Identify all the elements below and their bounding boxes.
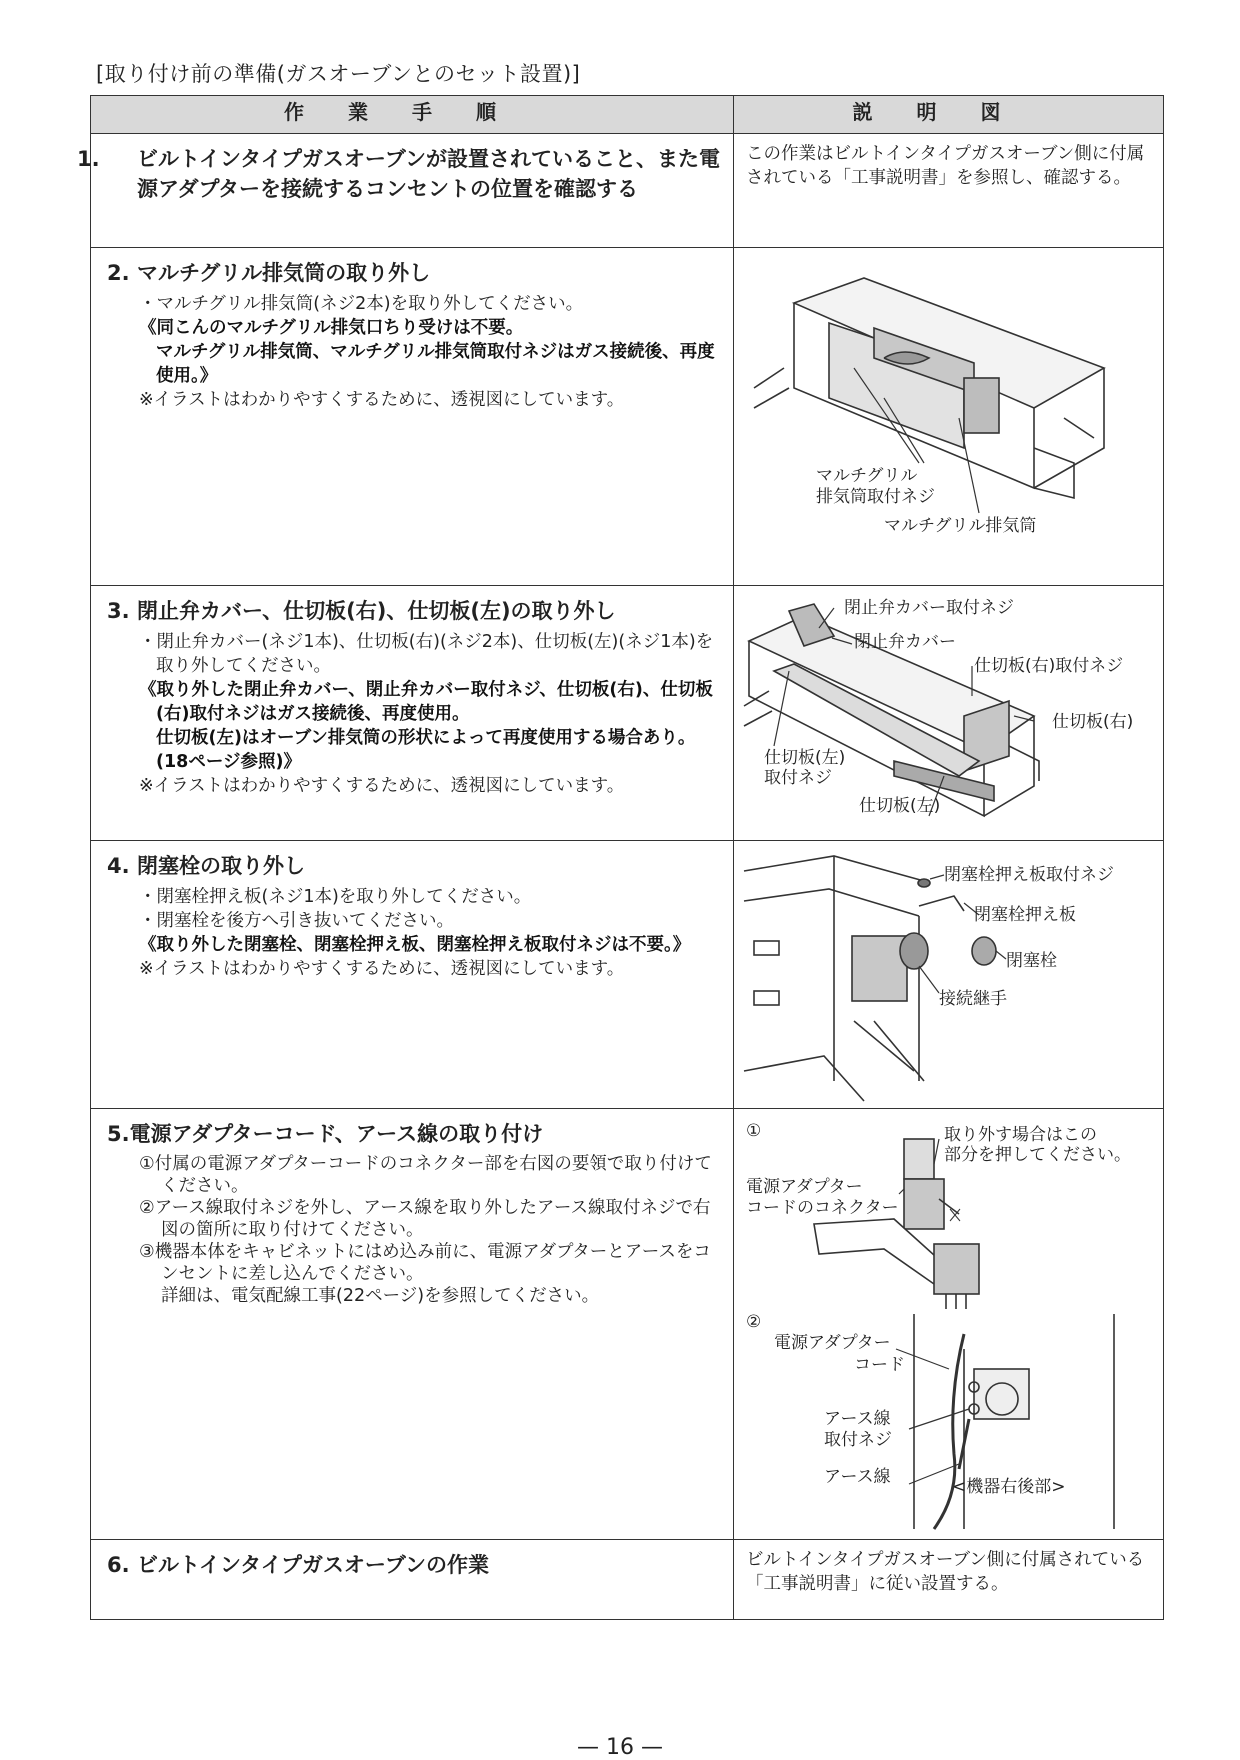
- label-valve-cover: 閉止弁カバー: [854, 632, 956, 652]
- header-procedure: 作業手順: [91, 96, 734, 134]
- step3-heading: 3. 閉止弁カバー、仕切板(右)、仕切板(左)の取り外し: [107, 599, 616, 623]
- step2-note-bold1: 《同こんのマルチグリル排気口ちり受けは不要。: [139, 318, 524, 338]
- page-number: — 16 —: [577, 1735, 663, 1760]
- label-plug: 閉塞栓: [1006, 951, 1057, 971]
- step4-note: ※イラストはわかりやすくするために、透視図にしています。: [139, 959, 625, 979]
- label-right-plate: 仕切板(右): [1052, 712, 1134, 732]
- label-adapter-cord1: 電源アダプター: [774, 1333, 891, 1353]
- step1-desc: この作業はビルトインタイプガスオーブン側に付属されている「工事説明書」を参照し、確認する。: [746, 144, 1145, 188]
- table-row: [91, 1540, 1164, 1620]
- step4-bullet2: ・閉塞栓を後方へ引き抜いてください。: [139, 911, 454, 931]
- step5-figure-cell: [734, 1109, 1164, 1540]
- label-earth-screw1: アース線: [824, 1409, 891, 1429]
- label-rear-right: <機器右後部>: [952, 1477, 1066, 1497]
- table-row: [91, 1109, 1164, 1540]
- step4-bullet1: ・閉塞栓押え板(ネジ1本)を取り外してください。: [139, 887, 532, 907]
- label-left-plate: 仕切板(左): [764, 748, 846, 768]
- step2-bullet: ・マルチグリル排気筒(ネジ2本)を取り外してください。: [139, 294, 584, 314]
- step4-figure: [734, 841, 1163, 1108]
- step4-cell: [91, 841, 734, 1109]
- label-plug-plate: 閉塞栓押え板: [974, 905, 1076, 925]
- step1-heading: 1. ビルトインタイプガスオーブンが設置されていること、また電源アダプターを接続するコンセントの位置を確認する: [77, 147, 720, 201]
- step5-body: [139, 1153, 727, 1307]
- step4-heading: 4. 閉塞栓の取り外し: [107, 854, 305, 878]
- step5-item4: 詳細は、電気配線工事(22ページ)を参照してください。: [161, 1286, 600, 1306]
- step3-bullet: ・閉止弁カバー(ネジ1本)、仕切板(右)(ネジ2本)、仕切板(左)(ネジ1本)を取り外してください。: [139, 632, 714, 676]
- step1-cell: [77, 134, 734, 248]
- procedure-table: [77, 95, 1164, 1620]
- label-exhaust-pipe-screw: 排気筒取付ネジ: [816, 487, 935, 507]
- label-multigrill-exhaust-pipe: マルチグリル排気筒: [884, 516, 1037, 536]
- step3-cell: [91, 586, 734, 841]
- label-valve-cover-screw: 閉止弁カバー取付ネジ: [844, 598, 1014, 618]
- step6-cell: [91, 1540, 734, 1620]
- label-right-plate-screw: 仕切板(右)取付ネジ: [974, 656, 1124, 676]
- label-left-plate-screw: 取付ネジ: [764, 768, 832, 788]
- step4-figure-cell: [734, 841, 1164, 1109]
- table-row: [91, 134, 1164, 248]
- step5-item2: ②アース線取付ネジを外し、アース線を取り外したアース線取付ネジで右図の箇所に取り付けてください。: [139, 1198, 711, 1240]
- label-earth-wire: アース線: [824, 1467, 891, 1487]
- table-row: [91, 248, 1164, 586]
- label-fig2: ②: [746, 1312, 762, 1332]
- table-row: [91, 841, 1164, 1109]
- label-remove-hint2: 部分を押してください。: [944, 1145, 1131, 1165]
- step5-figure: [734, 1109, 1163, 1539]
- step5-heading: 5.電源アダプターコード、アース線の取り付け: [107, 1122, 544, 1146]
- label-adapter-connector1: 電源アダプター: [746, 1177, 863, 1197]
- label-earth-screw2: 取付ネジ: [824, 1430, 892, 1450]
- step3-note: ※イラストはわかりやすくするために、透視図にしています。: [139, 776, 625, 796]
- step6-heading: 6. ビルトインタイプガスオーブンの作業: [107, 1553, 489, 1577]
- header-illustration: 説明図: [734, 96, 1164, 134]
- step4-note-bold1: 《取り外した閉塞栓、閉塞栓押え板、閉塞栓押え板取付ネジは不要。》: [139, 935, 691, 955]
- power-cord-illustration: [734, 1109, 1164, 1539]
- step2-heading: 2. マルチグリル排気筒の取り外し: [107, 261, 431, 285]
- step4-body: [139, 885, 727, 981]
- table-row: [91, 586, 1164, 841]
- step5-cell: [91, 1109, 734, 1540]
- step2-figure: [734, 248, 1163, 585]
- label-adapter-connector2: コードのコネクター: [746, 1198, 899, 1218]
- step6-desc: ビルトインタイプガスオーブン側に付属されている「工事説明書」に従い設置する。: [746, 1550, 1145, 1594]
- step2-note-bold2: マルチグリル排気筒、マルチグリル排気筒取付ネジはガス接続後、再度使用。》: [156, 342, 715, 386]
- step2-cell: [91, 248, 734, 586]
- step2-note: ※イラストはわかりやすくするために、透視図にしています。: [139, 390, 625, 410]
- label-plug-plate-screw: 閉塞栓押え板取付ネジ: [944, 865, 1114, 885]
- step1-desc-cell: [734, 134, 1164, 248]
- step6-desc-cell: [734, 1540, 1164, 1620]
- step5-item1: ①付属の電源アダプターコードのコネクター部を右図の要領で取り付けてください。: [139, 1154, 712, 1196]
- step5-item3: ③機器本体をキャビネットにはめ込み前に、電源アダプターとアースをコンセントに差し込んでください。: [139, 1242, 711, 1284]
- step3-figure-cell: [734, 586, 1164, 841]
- label-fig1: ①: [746, 1121, 762, 1141]
- step2-body: [139, 292, 727, 412]
- label-remove-hint1: 取り外す場合はこの: [944, 1125, 1097, 1145]
- label-adapter-cord2: コード: [854, 1355, 905, 1375]
- step2-figure-cell: [734, 248, 1164, 586]
- step3-figure: [734, 586, 1163, 840]
- step3-note-bold2: 仕切板(左)はオーブン排気筒の形状によって再度使用する場合あり。(18ページ参照)》: [156, 728, 696, 772]
- step3-note-bold1: 《取り外した閉止弁カバー、閉止弁カバー取付ネジ、仕切板(右)、仕切板(右)取付ネジはガス接続後、再度使用。: [139, 680, 713, 724]
- table-header-row: [91, 96, 1164, 134]
- label-left-plate-2: 仕切板(左): [859, 796, 941, 816]
- step3-body: [139, 630, 727, 798]
- label-joint: 接続継手: [939, 989, 1007, 1009]
- label-multigrill: マルチグリル: [816, 466, 918, 486]
- section-title: [取り付け前の準備(ガスオーブンとのセット設置)]: [96, 62, 581, 86]
